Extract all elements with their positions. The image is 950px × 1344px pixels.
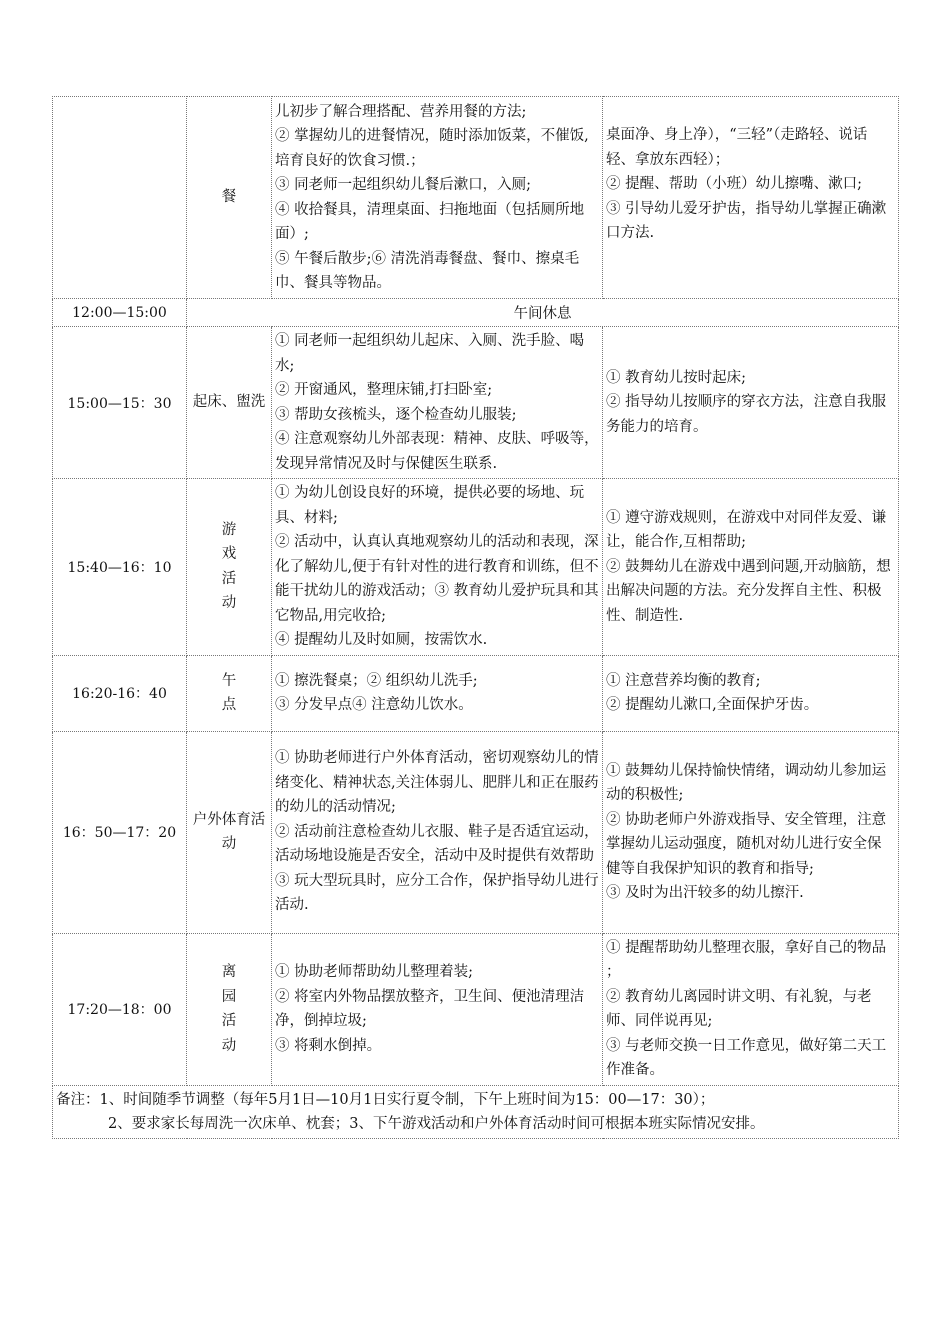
activity-cell bbox=[187, 655, 272, 731]
notes-row bbox=[53, 1085, 899, 1138]
edu-item: ③ 引导幼儿爱牙护齿，指导幼儿掌握正确漱口方法. bbox=[606, 200, 887, 241]
edu-item: 桌面净、身上净），“三轻”（走路轻、说话轻、拿放东西轻）； bbox=[606, 127, 868, 168]
activity-cell: 户外体育活动 bbox=[187, 731, 272, 933]
work-content-cell bbox=[272, 97, 603, 299]
edu-item: ① 教育幼儿按时起床; bbox=[606, 369, 746, 386]
education-cell bbox=[603, 731, 899, 933]
work-item: ① 协助老师帮助幼儿整理着装; bbox=[275, 964, 473, 980]
work-item: ③ 帮助女孩梳头，逐个检查幼儿服装; bbox=[275, 406, 517, 423]
edu-item: ① 提醒帮助幼儿整理衣服，拿好自己的物品 ； bbox=[606, 939, 887, 980]
activity-cell: 起床、盥洗 bbox=[187, 327, 272, 479]
table-row bbox=[53, 299, 899, 327]
work-item: ⑤ 午餐后散步;⑥ 清洗消毒餐盘、餐巾、擦桌毛巾、餐具等物品。 bbox=[275, 250, 580, 291]
activity-cell: 餐 bbox=[187, 97, 272, 299]
education-cell bbox=[603, 933, 899, 1085]
table-row bbox=[53, 327, 899, 479]
edu-item: ③ 及时为出汗较多的幼儿擦汗. bbox=[606, 885, 804, 901]
work-content-cell bbox=[272, 327, 603, 479]
work-item: ② 活动前注意检查幼儿衣服、鞋子是否适宜运动，活动场地设施是否安全，活动中及时提供有效帮助 bbox=[275, 823, 599, 865]
work-item: ② 活动中，认真认真地观察幼儿的活动和表现，深化了解幼儿,便于有针对性的进行教育和训练，但不能干扰幼儿的游戏活动；③ 教育幼儿爱护玩具和其它物品,用完收拾; bbox=[275, 534, 599, 624]
edu-item: ① 注意营养均衡的教育; bbox=[606, 672, 761, 689]
work-item: ② 掌握幼儿的进餐情况，随时添加饭菜，不催饭,培育良好的饮食习惯.； bbox=[275, 128, 589, 169]
edu-item: ③ 与老师交换一日工作意见，做好第二天工作准备。 bbox=[606, 1037, 887, 1078]
edu-item: ② 教育幼儿离园时讲文明、有礼貌，与老师、同伴说再见; bbox=[606, 988, 872, 1029]
work-item: ④ 收拾餐具，清理桌面、扫拖地面（包括厕所地面）; bbox=[275, 201, 585, 242]
time-cell: 15:00—15：30 bbox=[53, 327, 187, 479]
activity-label: 离园活动 bbox=[221, 964, 237, 1054]
work-item: ② 开窗通风，整理床铺,打扫卧室; bbox=[275, 382, 493, 398]
table-row bbox=[53, 933, 899, 1085]
work-item: ① 协助老师进行户外体育活动，密切观察幼儿的情绪变化、精神状态,关注体弱儿、肥胖儿和正在服药的幼儿的活动情况; bbox=[275, 750, 599, 816]
note-line-2: 2、要求家长每周洗一次床单、枕套；3、下午游戏活动和户外体育活动时间可根据本班实际情况安排。 bbox=[108, 1115, 765, 1132]
work-item: ③ 玩大型玩具时，应分工合作，保护指导幼儿进行活动. bbox=[275, 872, 599, 914]
notes-cell bbox=[53, 1085, 899, 1138]
activity-label: 游戏活动 bbox=[221, 521, 237, 612]
work-item: ② 将室内外物品摆放整齐，卫生间、便池清理洁净，倒掉垃圾; bbox=[275, 988, 585, 1029]
time-cell: 17:20—18：00 bbox=[53, 933, 187, 1085]
activity-cell bbox=[187, 933, 272, 1085]
work-item: ① 同老师一起组织幼儿起床、入厕、洗手脸、喝水; bbox=[275, 333, 585, 374]
work-item: ① 为幼儿创设良好的环境，提供必要的场地、玩具、材料; bbox=[275, 485, 585, 526]
midday-rest-cell: 午间休息 bbox=[187, 299, 899, 327]
table-row bbox=[53, 731, 899, 933]
edu-item: ① 鼓舞幼儿保持愉快情绪，调动幼儿参加运动的积极性; bbox=[606, 762, 887, 803]
table-row bbox=[53, 97, 899, 299]
edu-item: ② 指导幼儿按顺序的穿衣方法，注意自我服务能力的培育。 bbox=[606, 394, 887, 435]
time-cell: 16:20-16：40 bbox=[53, 655, 187, 731]
edu-item: ② 协助老师户外游戏指导、安全管理，注意掌握幼儿运动强度，随机对幼儿进行安全保健等自我保护知识的教育和指导; bbox=[606, 811, 887, 877]
activity-cell bbox=[187, 479, 272, 656]
time-cell: 16：50—17：20 bbox=[53, 731, 187, 933]
edu-item: ① 遵守游戏规则，在游戏中对同伴友爱、谦让，能合作,互相帮助; bbox=[606, 509, 887, 550]
education-cell bbox=[603, 479, 899, 656]
work-item: ① 擦洗餐桌；② 组织幼儿洗手; bbox=[275, 672, 478, 689]
daily-schedule-table bbox=[52, 96, 899, 1139]
edu-item: ② 鼓舞幼儿在游戏中遇到问题,开动脑筋，想出解决问题的方法。充分发挥自主性、积极性、制造性. bbox=[606, 558, 891, 624]
work-item: ③ 分发早点④ 注意幼儿饮水。 bbox=[275, 697, 473, 713]
work-item: ③ 同老师一起组织幼儿餐后漱口，入厕; bbox=[275, 177, 531, 193]
work-item: 儿初步了解合理搭配、营养用餐的方法; bbox=[275, 103, 527, 120]
education-cell bbox=[603, 655, 899, 731]
work-item: ④ 注意观察幼儿外部表现：精神、皮肤、呼吸等，发现异常情况及时与保健医生联系. bbox=[275, 431, 599, 472]
note-line-1: 备注：1、时间随季节调整（每年5月1日—10月1日实行夏令制，下午上班时间为15：00—17：30）； bbox=[56, 1091, 715, 1108]
work-item: ③ 将剩水倒掉。 bbox=[275, 1037, 382, 1054]
edu-item: ② 提醒、帮助（小班）幼儿擦嘴、漱口; bbox=[606, 176, 862, 192]
table-row bbox=[53, 655, 899, 731]
time-cell: 12:00—15:00 bbox=[53, 299, 187, 327]
work-content-cell bbox=[272, 933, 603, 1085]
edu-item: ② 提醒幼儿漱口,全面保护牙齿。 bbox=[606, 697, 819, 713]
time-cell bbox=[53, 97, 187, 299]
work-item: ④ 提醒幼儿及时如厕，按需饮水. bbox=[275, 632, 488, 648]
time-cell: 15:40—16：10 bbox=[53, 479, 187, 656]
work-content-cell bbox=[272, 479, 603, 656]
education-cell bbox=[603, 97, 899, 299]
work-content-cell bbox=[272, 731, 603, 933]
table-row bbox=[53, 479, 899, 656]
education-cell bbox=[603, 327, 899, 479]
activity-label: 午点 bbox=[221, 672, 237, 713]
work-content-cell bbox=[272, 655, 603, 731]
